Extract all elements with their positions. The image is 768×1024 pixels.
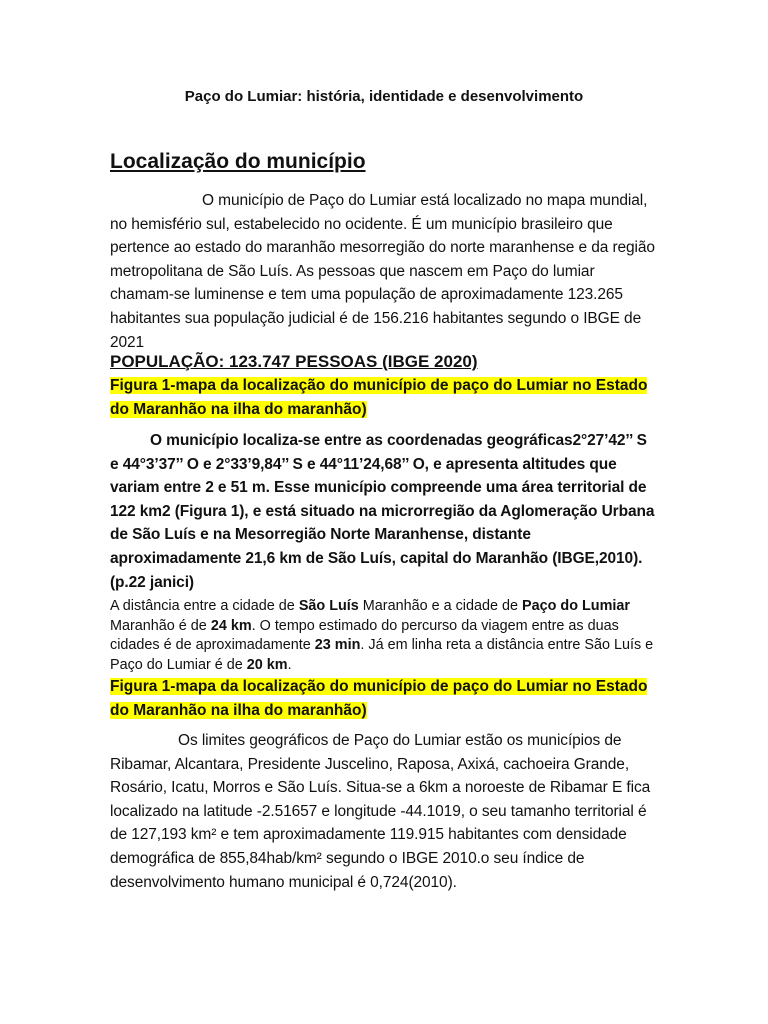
figure-caption-1 [110, 374, 670, 421]
distance-bold-24km: 24 km [210, 617, 252, 634]
distance-text-5: . Já em linha reta a distância entre São Luís e Paço do Lumiar é de [110, 637, 654, 673]
paragraph-location-text: O município de Paço do Lumiar está localizado no mapa mundial, no hemisfério sul, estabelecido no ocidente. É um município brasileiro que pertence ao estado do maranhão mesorregião do norte maranhense e da região metropolitana de São Luís. As pessoas que nascem em Paço do lumiar chamam-se luminense e tem uma população de aproximadamente 123.265 habitantes sua população judicial é de 156.216 habitantes segundo o IBGE de 2021 [110, 192, 655, 351]
distance-bold-20km: 20 km [246, 656, 288, 673]
distance-bold-23min: 23 min [314, 637, 361, 653]
distance-text-3: Maranhão é de [110, 617, 211, 634]
paragraph-location [110, 189, 658, 354]
population-heading: POPULAÇÃO: 123.747 PESSOAS (IBGE 2020) [110, 352, 478, 371]
paragraph-coordinates [110, 429, 658, 594]
figure-caption-1-text: Figura 1-mapa da localização do município de paço do Lumiar no Estado do Maranhão na ilha do maranhão) [110, 377, 648, 418]
distance-bold-paco-do-lumiar: Paço do Lumiar [522, 598, 630, 614]
document-title: Paço do Lumiar: história, identidade e desenvolvimento [184, 88, 584, 105]
paragraph-coordinates-text: O município localiza-se entre as coordenadas geográficas2°27’42’’ S e 44°3’37’’ O e 2°33’9,84’’ S e 44°11’24,68’’ O, e apresenta altitudes que variam entre 2 e 51 m. Esse município compreende uma área territorial de 122 km2 (Figura 1), e está situado na microrregião da Aglomeração Urbana de São Luís e na Mesorregião Norte Maranhense, distante aproximadamente 21,6 km de São Luís, capital do Maranhão (IBGE,2010). (p.22 janici) [110, 432, 655, 591]
paragraph-limits [110, 729, 658, 894]
distance-text-2: Maranhão e a cidade de [358, 598, 523, 614]
figure-caption-2 [110, 675, 670, 722]
section-heading: Localização do município [110, 150, 366, 173]
distance-bold-sao-luis: São Luís [298, 598, 359, 614]
paragraph-distance [110, 597, 660, 675]
distance-text-4: . O tempo estimado do percurso da viagem entre as duas cidades é de aproximadamente [110, 617, 619, 653]
distance-text-6: . [287, 656, 292, 673]
distance-text-1: A distância entre a cidade de [110, 598, 299, 614]
paragraph-limits-text: Os limites geográficos de Paço do Lumiar estão os municípios de Ribamar, Alcantara, Presidente Juscelino, Raposa, Axixá, cachoeira Grande, Rosário, Icatu, Morros e São Luís. Situa-se a 6km a noroeste de Ribamar E fica localizado na latitude -2.51657 e longitude -44.1019, o seu tamanho territorial é de 127,193 km² e tem aproximadamente 119.915 habitantes com densidade demográfica de 855,84hab/km² segundo o IBGE 2010.o seu índice de desenvolvimento humano municipal é 0,724(2010). [110, 732, 651, 891]
figure-caption-2-text: Figura 1-mapa da localização do município de paço do Lumiar no Estado do Maranhão na ilha do maranhão) [110, 678, 648, 719]
